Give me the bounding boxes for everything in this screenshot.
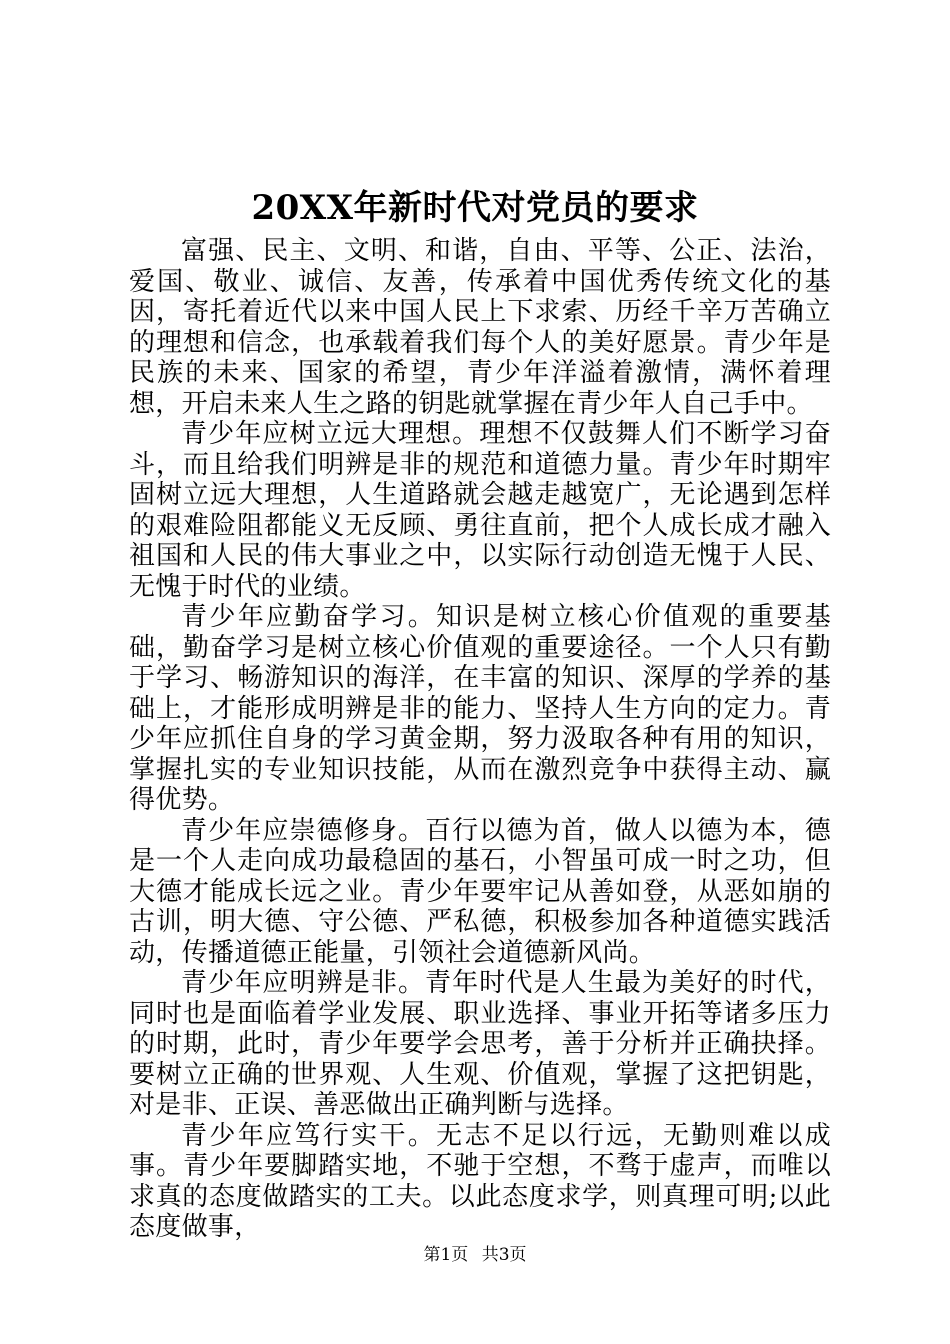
paragraph: 富强、民主、文明、和谐，自由、平等、公正、法治，爱国、敬业、诚信、友善，传承着中国优秀传统文化的基因，寄托着近代以来中国人民上下求索、历经千辛万苦确立的理想和信念，也承载着我们每个人的美好愿景。青少年是民族的未来、国家的希望，青少年洋溢着激情，满怀着理想，开启未来人生之路的钥匙就掌握在青少年人自己手中。 (129, 236, 831, 419)
document-title: 20XX年新时代对党员的要求 (251, 188, 699, 228)
page-total: 共3页 (481, 1245, 527, 1265)
paragraph: 青少年应树立远大理想。理想不仅鼓舞人们不断学习奋斗，而且给我们明辨是非的规范和道德力量。青少年时期牢固树立远大理想，人生道路就会越走越宽广，无论遇到怎样的艰难险阻都能义无反顾、勇往直前，把个人成长成才融入祖国和人民的伟大事业之中，以实际行动创造无愧于人民、无愧于时代的业绩。 (129, 419, 831, 602)
paragraph: 青少年应笃行实干。无志不足以行远，无勤则难以成事。青少年要脚踏实地，不驰于空想，不骛于虚声，而唯以求真的态度做踏实的工夫。以此态度求学，则真理可明;以此态度做事， (129, 1120, 831, 1242)
document-body (129, 236, 831, 1243)
page-number: 第1页 (423, 1245, 469, 1265)
paragraph: 青少年应明辨是非。青年时代是人生最为美好的时代，同时也是面临着学业发展、职业选择、事业开拓等诸多压力的时期，此时，青少年要学会思考，善于分析并正确抉择。要树立正确的世界观、人生观、价值观，掌握了这把钥匙，对是非、正误、善恶做出正确判断与选择。 (129, 968, 831, 1120)
paragraph: 青少年应勤奋学习。知识是树立核心价值观的重要基础，勤奋学习是树立核心价值观的重要途径。一个人只有勤于学习、畅游知识的海洋，在丰富的知识、深厚的学养的基础上，才能形成明辨是非的能力、坚持人生方向的定力。青少年应抓住自身的学习黄金期，努力汲取各种有用的知识，掌握扎实的专业知识技能，从而在激烈竞争中获得主动、赢得优势。 (129, 602, 831, 815)
page-footer (0, 1244, 950, 1266)
paragraph: 青少年应崇德修身。百行以德为首，做人以德为本，德是一个人走向成功最稳固的基石，小智虽可成一时之功，但大德才能成长远之业。青少年要牢记从善如登，从恶如崩的古训，明大德、守公德、严私德，积极参加各种道德实践活动，传播道德正能量，引领社会道德新风尚。 (129, 815, 831, 968)
